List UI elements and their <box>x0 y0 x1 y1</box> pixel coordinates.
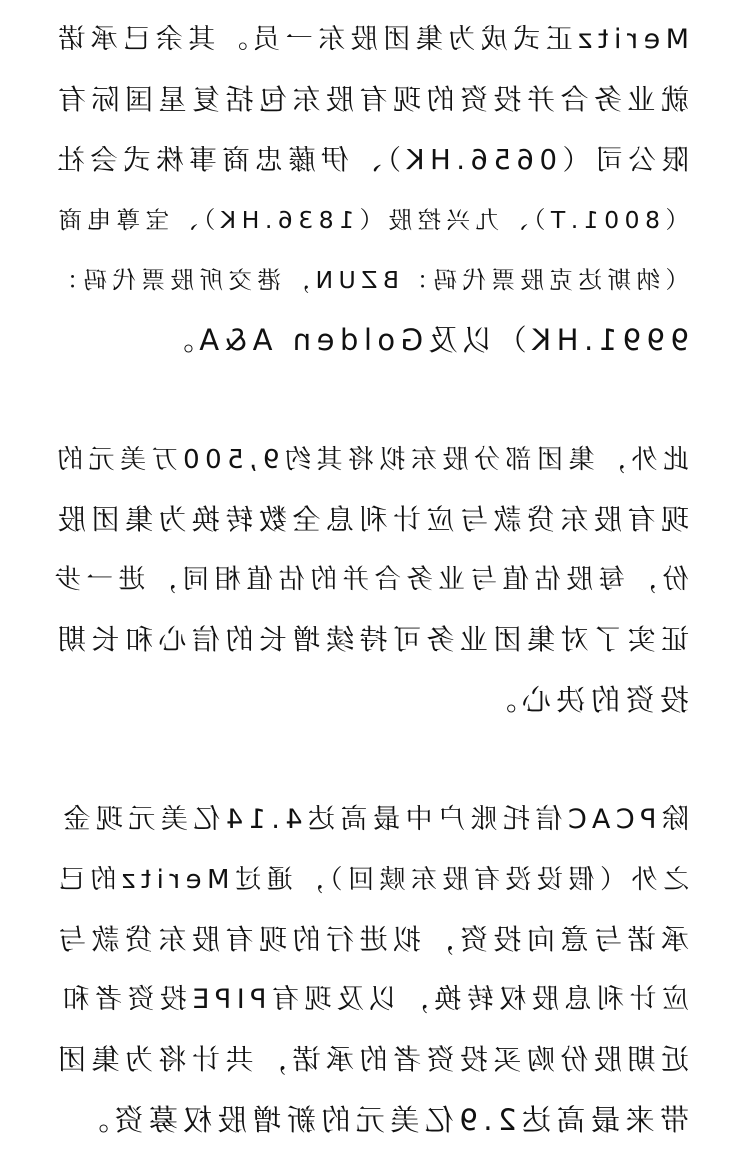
text-line: 承诺与意向投资，拟进行的现有股东贷款与 <box>52 923 689 956</box>
paragraph-investors <box>49 10 689 370</box>
text-line: （8001.T）、九兴控股（1836.HK）、宝尊电商 <box>53 206 689 234</box>
text-line: （纳斯达克股票代码：BZUN，港交所股票代码： <box>49 266 689 294</box>
text-line: Meritz正式成为集团股东一员。其余已承诺 <box>52 24 689 55</box>
text-line: 应计利息股权转换，以及现有PIPE投资者和 <box>56 984 689 1015</box>
text-line: 就业务合并投资的现有股东包括复星国际有 <box>52 83 689 116</box>
text-line: 之外（假设没有股东赎回），通过Meritz的已 <box>53 865 689 895</box>
paragraph-funding-total <box>49 790 689 1150</box>
text-line: 投资的决心。 <box>481 683 689 717</box>
text-line: 9991.HK）以及Golden A&A。 <box>159 323 689 357</box>
text-line: 现有股东贷款与应计利息全数转换为集团股 <box>52 503 689 536</box>
text-line: 此外，集团部分股东拟将其约9,500万美元的 <box>51 445 689 475</box>
text-line: 带来最高达2.9亿美元的新增股权募资。 <box>74 1103 689 1137</box>
text-line: 限公司（0656.HK）、伊藤忠商事株式会社 <box>51 144 689 176</box>
paragraph-loan-conversion <box>49 430 689 730</box>
text-line: 除PCAC信托账户中最高达4.14亿美元现金 <box>57 804 689 835</box>
text-line: 近期股份购买投资者的承诺，共计将为集团 <box>52 1043 689 1076</box>
text-line: 证实了对集团业务可持续增长的信心和长期 <box>52 623 689 656</box>
text-line: 份，每股估值与业务合并的估值相同，进一步 <box>49 564 689 595</box>
